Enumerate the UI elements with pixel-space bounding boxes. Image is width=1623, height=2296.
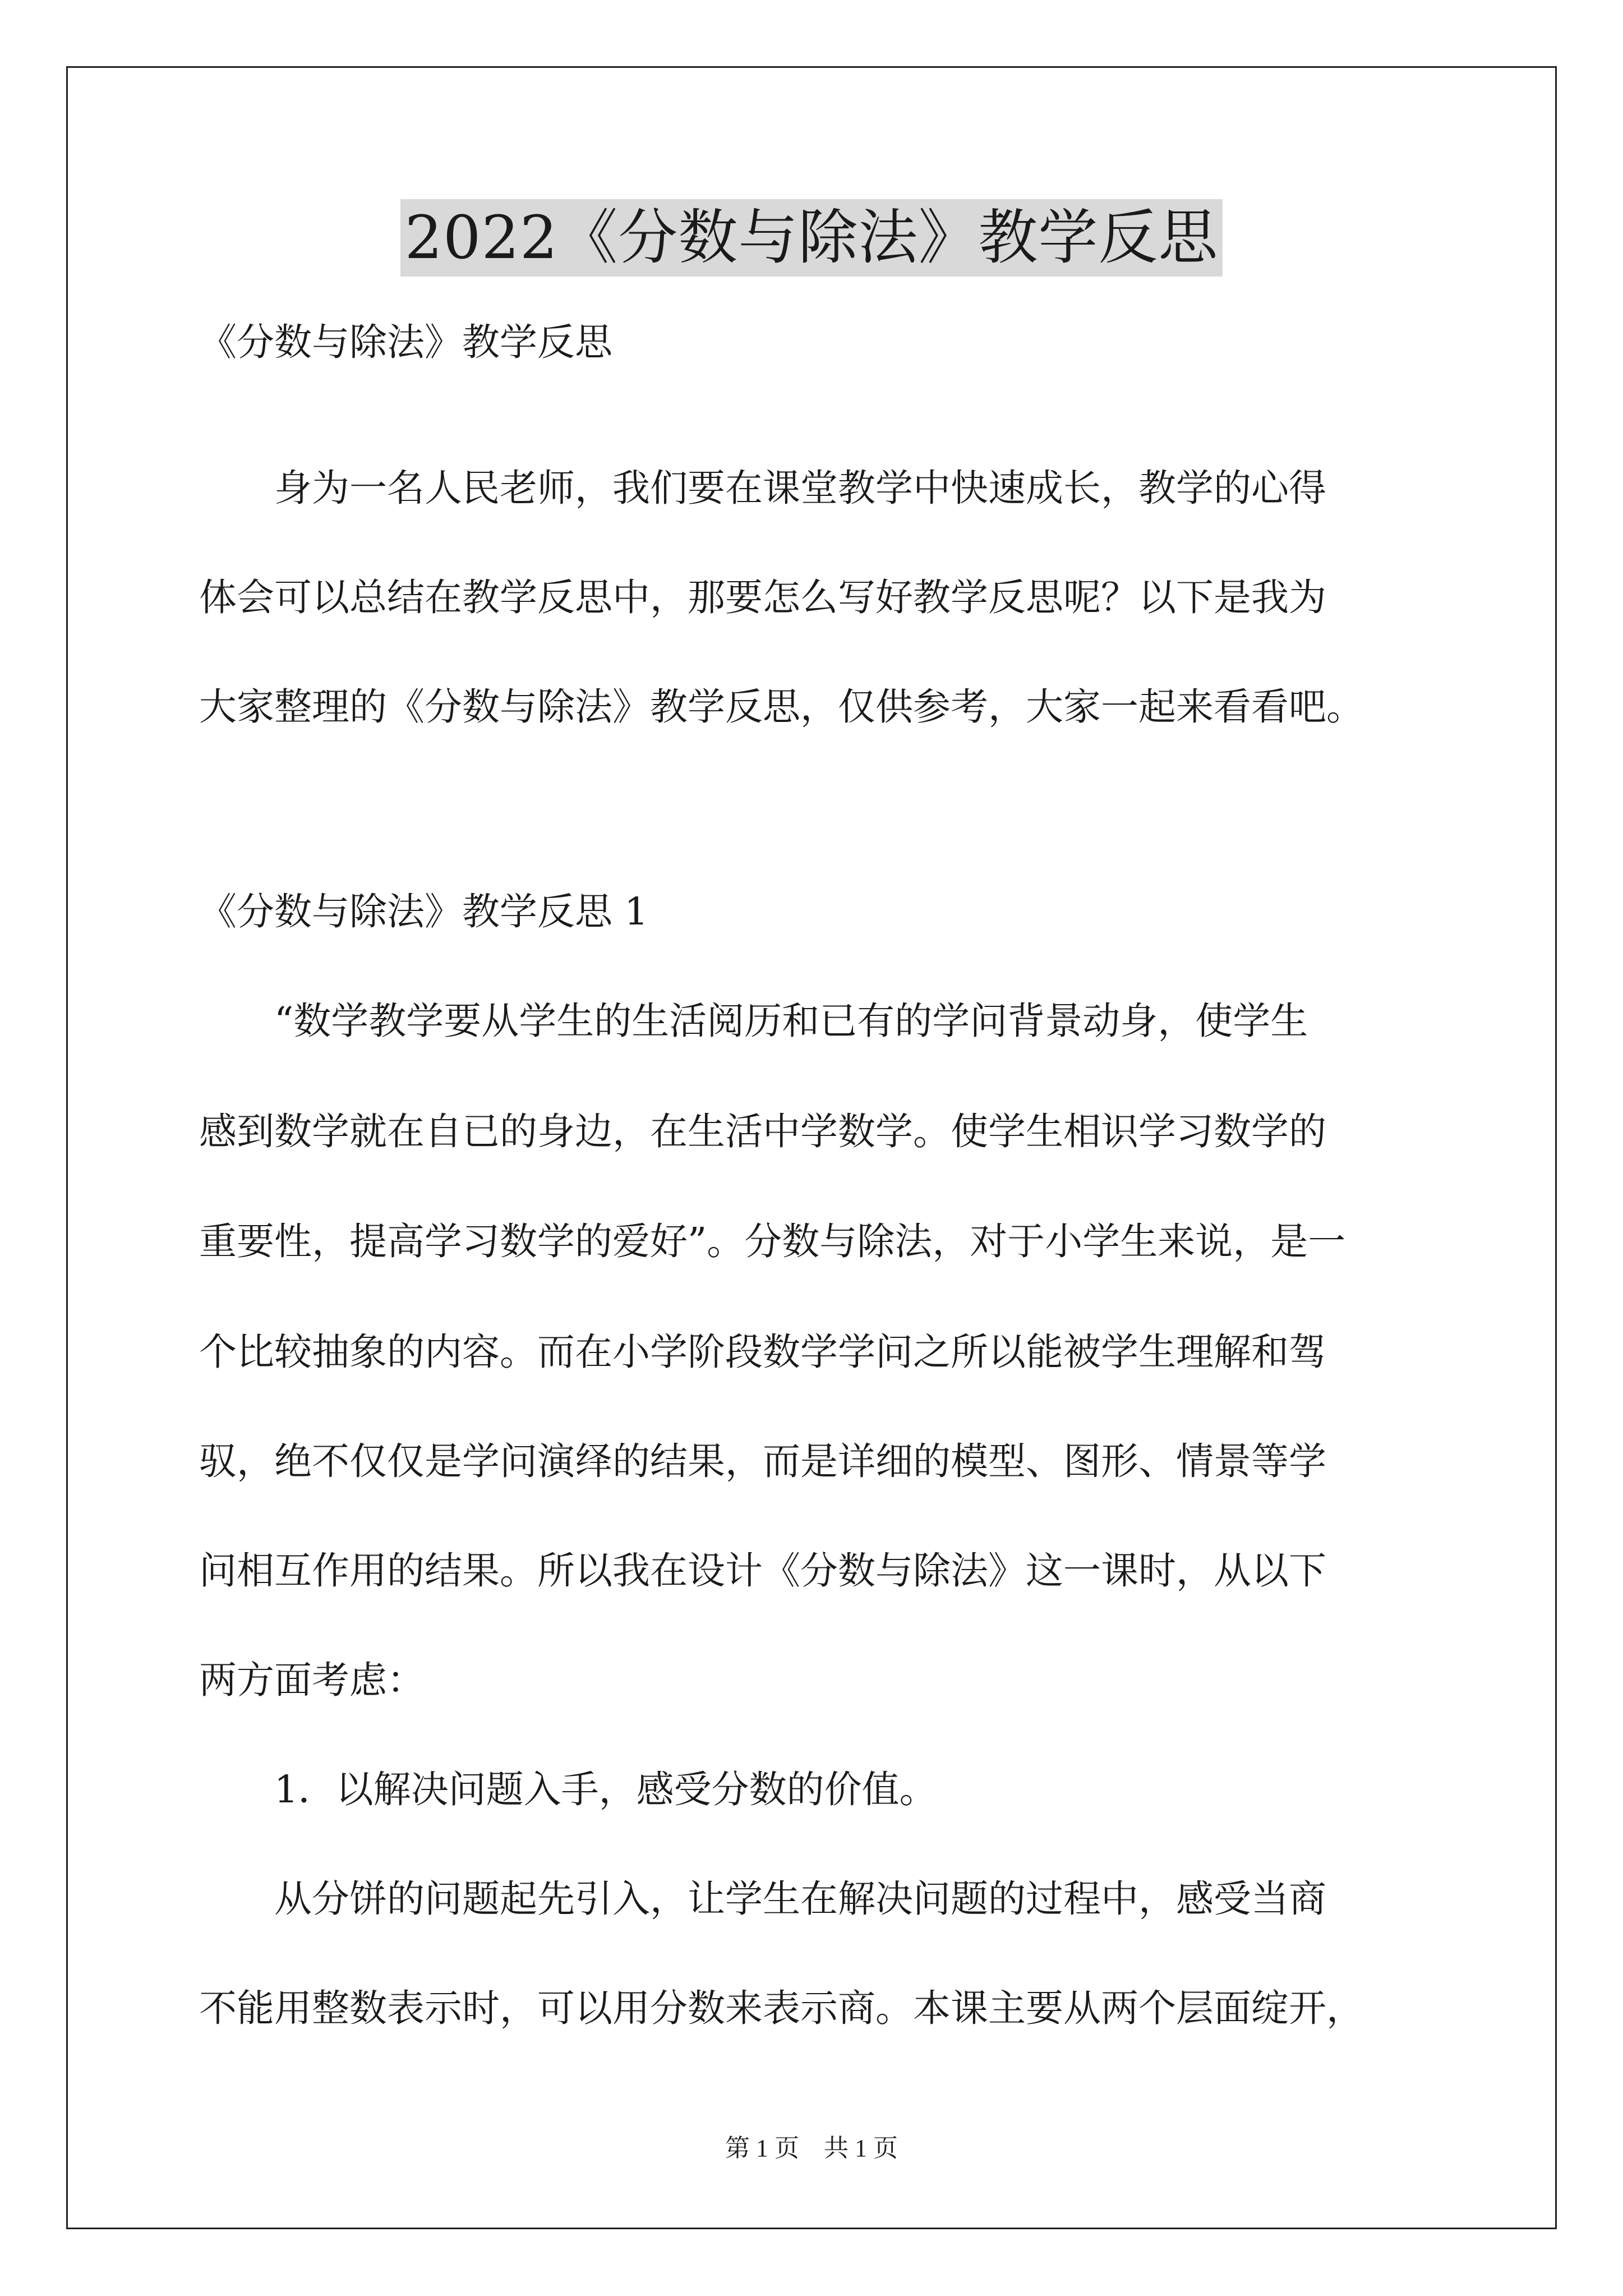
document-title: 2022《分数与除法》教学反思 [400, 199, 1223, 277]
paragraph-line: 体会可以总结在教学反思中，那要怎么写好教学反思呢？以下是我为 [199, 576, 1326, 619]
paragraph-line: 个比较抽象的内容。而在小学阶段数学学问之所以能被学生理解和驾 [199, 1330, 1326, 1374]
paragraph-line: 不能用整数表示时，可以用分数来表示商。本课主要从两个层面绽开， [199, 1986, 1364, 2030]
section-heading: 《分数与除法》教学反思 [199, 320, 612, 364]
paragraph-line: 问相互作用的结果。所以我在设计《分数与除法》这一课时，从以下 [199, 1549, 1326, 1593]
page-footer: 第 1 页 共 1 页 [725, 2134, 898, 2162]
section-heading: 《分数与除法》教学反思 1 [199, 890, 648, 933]
paragraph-line: “数学教学要从学生的生活阅历和已有的学问背景动身，使学生 [199, 999, 1308, 1043]
list-item-line: 1．以解决问题入手，感受分数的价值。 [199, 1768, 937, 1811]
paragraph-line: 驭，绝不仅仅是学问演绎的结果，而是详细的模型、图形、情景等学 [199, 1439, 1326, 1483]
paragraph-line: 从分饼的问题起先引入，让学生在解决问题的过程中，感受当商 [199, 1877, 1326, 1921]
paragraph-line: 大家整理的《分数与除法》教学反思，仅供参考，大家一起来看看吧。 [199, 685, 1364, 729]
title-container [0, 199, 1623, 277]
paragraph-line: 重要性，提高学习数学的爱好”。分数与除法，对于小学生来说，是一 [199, 1220, 1346, 1263]
paragraph-line: 身为一名人民老师，我们要在课堂教学中快速成长，教学的心得 [199, 466, 1326, 510]
paragraph-line: 两方面考虑： [199, 1658, 425, 1702]
paragraph-line: 感到数学就在自已的身边，在生活中学数学。使学生相识学习数学的 [199, 1110, 1326, 1153]
